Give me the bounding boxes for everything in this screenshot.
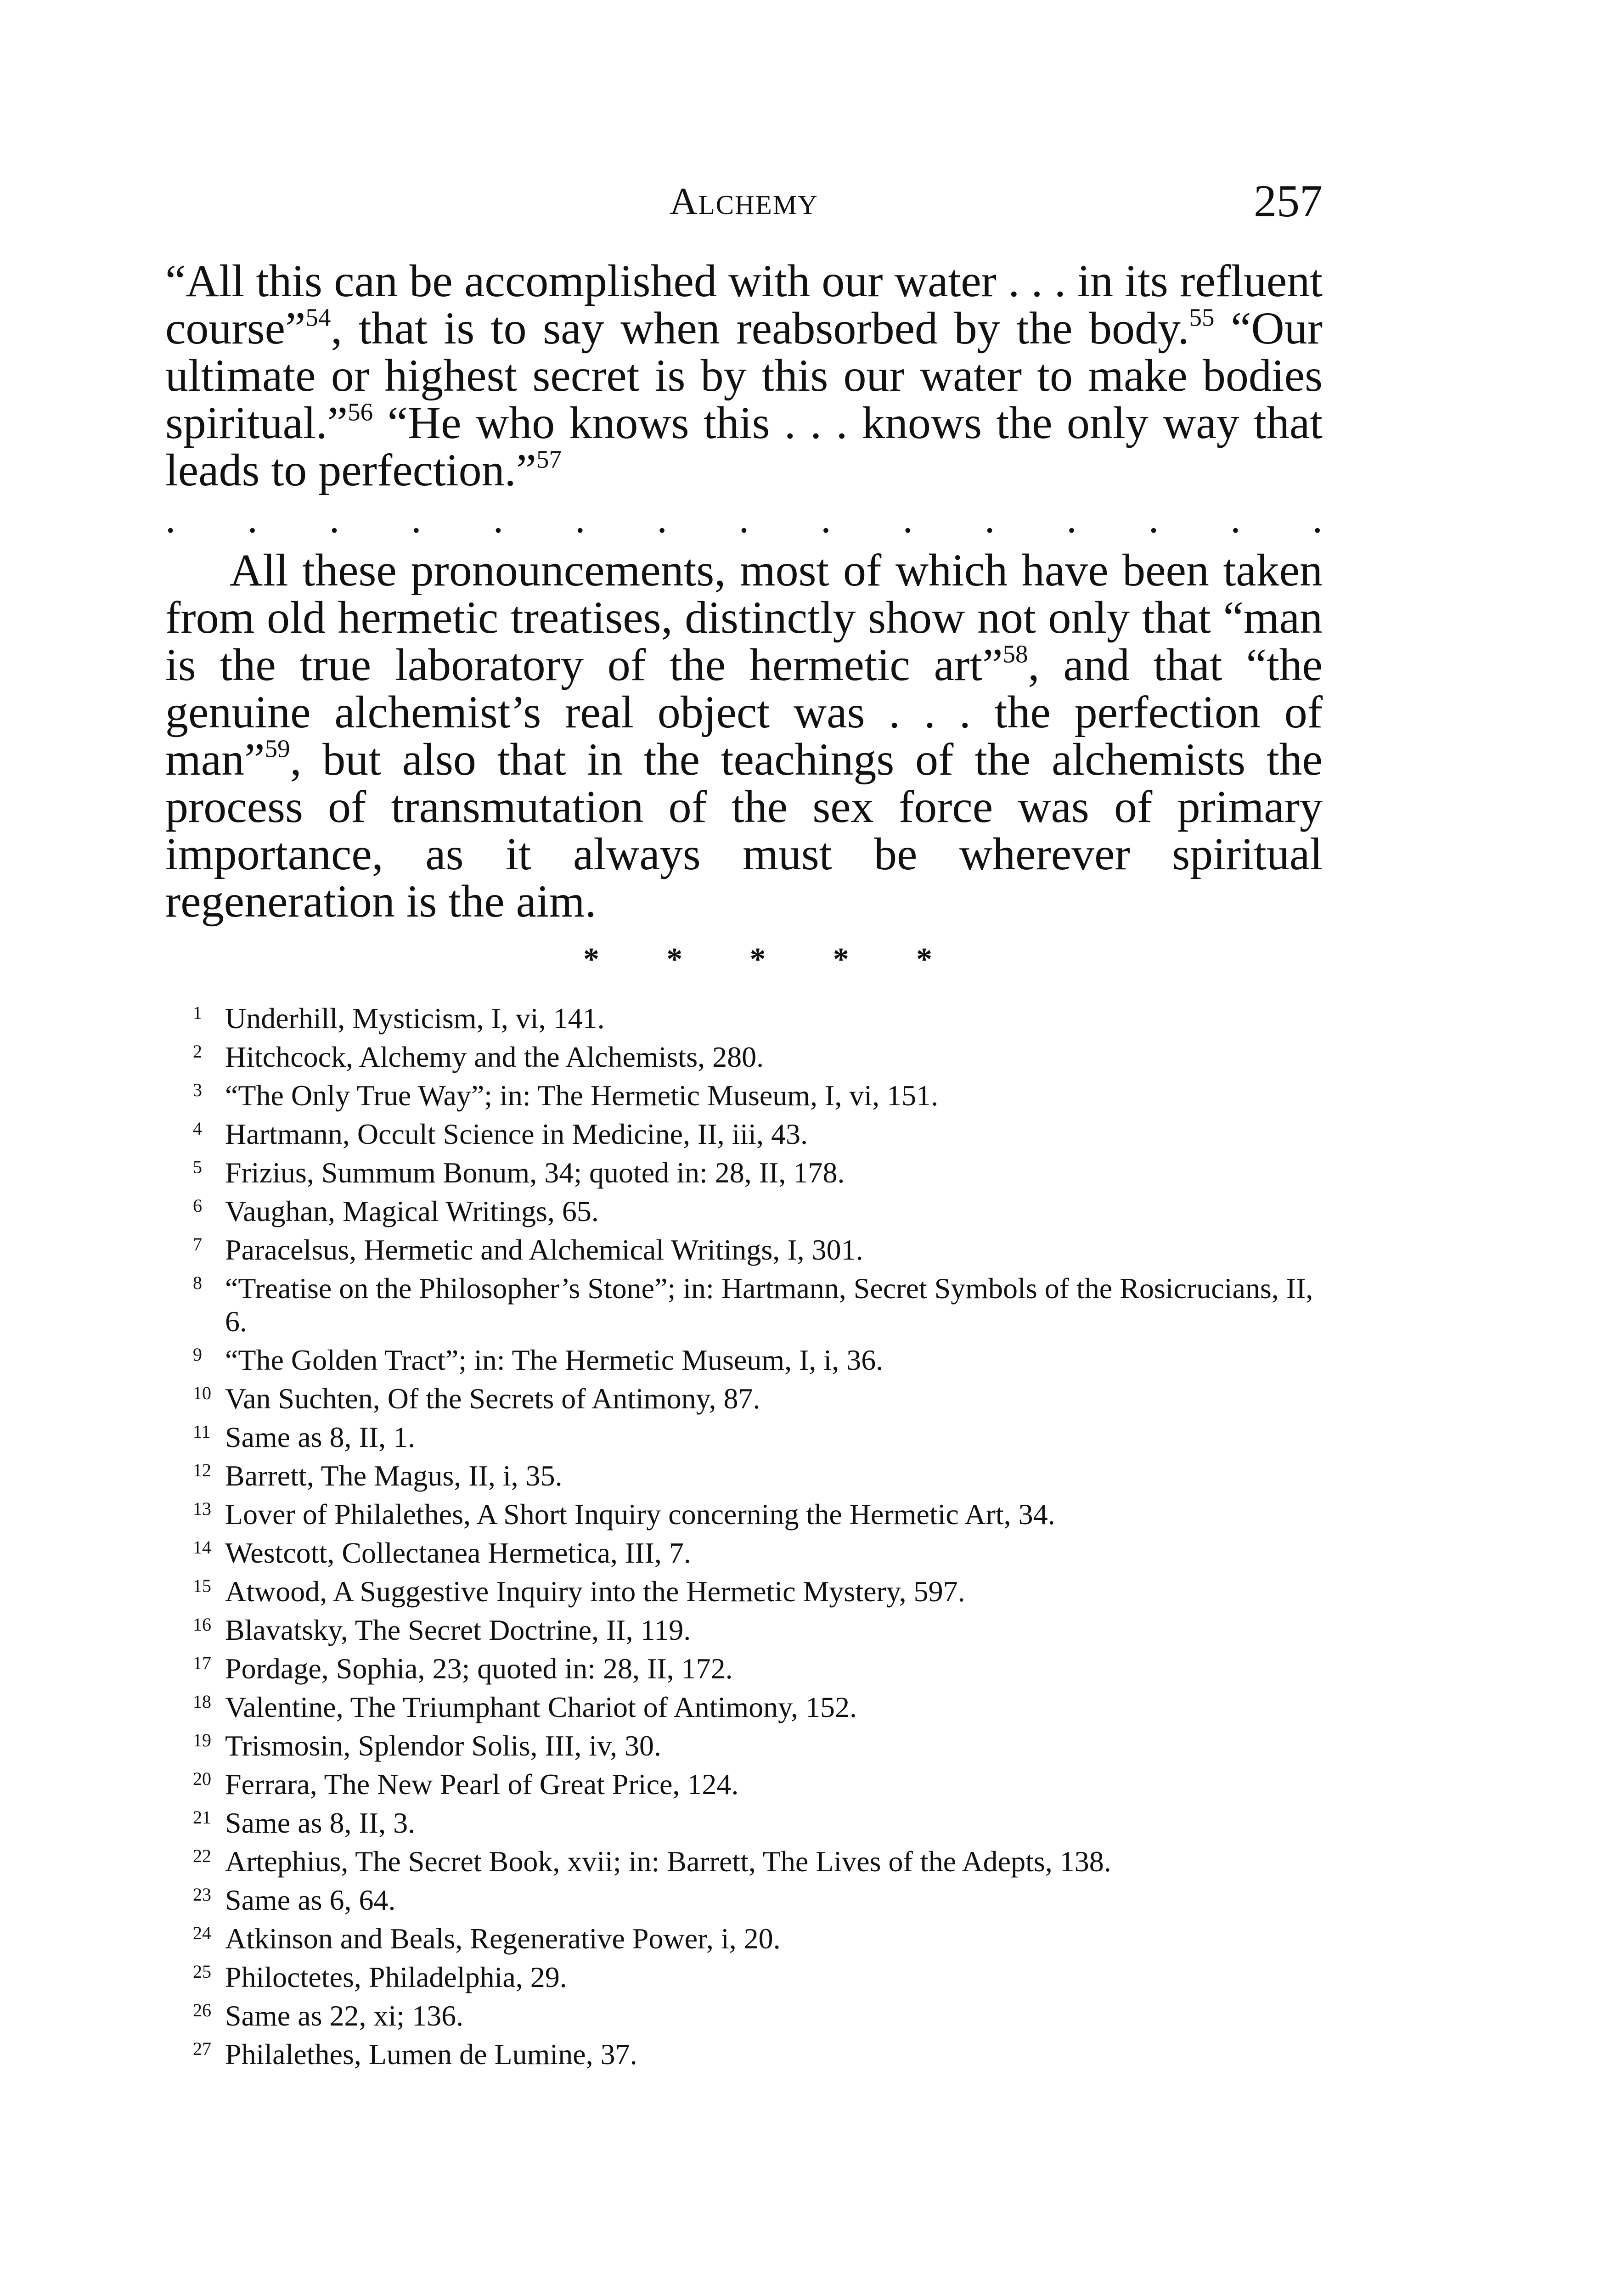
- separator-dot: .: [1066, 496, 1077, 541]
- footnote-text: Westcott, Collectanea Hermetica, III, 7.: [225, 1536, 691, 1569]
- footnote-number: 20: [193, 1768, 211, 1789]
- footnote-text: Trismosin, Splendor Solis, III, iv, 30.: [225, 1729, 662, 1762]
- footnote-text: Hartmann, Occult Science in Medicine, II, iii, 43.: [225, 1118, 808, 1150]
- footnote-ref: 59: [265, 734, 290, 763]
- footnote-text: Philalethes, Lumen de Lumine, 37.: [225, 2038, 637, 2071]
- footnote-ref: 57: [536, 445, 562, 473]
- footnote-number: 19: [193, 1730, 211, 1750]
- footnotes-list: [165, 996, 1341, 2071]
- footnote-item: [165, 1724, 1341, 1762]
- footnote-number: 11: [193, 1421, 211, 1442]
- footnote-item: [165, 1266, 1341, 1338]
- footnote-number: 3: [193, 1080, 202, 1100]
- footnote-text: Valentine, The Triumphant Chariot of Antimony, 152.: [225, 1691, 857, 1723]
- separator-dot: .: [247, 496, 258, 541]
- separator-dot: .: [1148, 496, 1159, 541]
- footnote-item: [165, 1994, 1341, 2032]
- running-head: [165, 174, 1323, 230]
- footnote-ref: 56: [348, 398, 373, 426]
- footnote-item: [165, 2032, 1341, 2071]
- footnote-number: 15: [193, 1576, 211, 1596]
- separator-dot: .: [902, 496, 913, 541]
- footnote-number: 1: [193, 1002, 202, 1023]
- footnote-ref: 54: [305, 303, 331, 332]
- separator-dot: .: [1230, 496, 1241, 541]
- separator-dot: .: [574, 496, 586, 541]
- page-number: 257: [1254, 175, 1323, 226]
- footnote-item: [165, 1151, 1341, 1189]
- footnote-text: Same as 6, 64.: [225, 1884, 396, 1916]
- asterisk: *: [833, 942, 849, 977]
- footnote-text: Frizius, Summum Bonum, 34; quoted in: 28, II, 178.: [225, 1156, 845, 1189]
- footnote-text: Blavatsky, The Secret Doctrine, II, 119.: [225, 1614, 691, 1646]
- footnote-number: 22: [193, 1846, 211, 1866]
- footnote-text: Philoctetes, Philadelphia, 29.: [225, 1961, 567, 1993]
- footnote-number: 21: [193, 1807, 211, 1828]
- footnote-text: Ferrara, The New Pearl of Great Price, 124.: [225, 1768, 739, 1801]
- footnote-item: [165, 1338, 1341, 1377]
- footnote-number: 9: [193, 1344, 202, 1365]
- asterisk: *: [666, 942, 683, 977]
- footnote-text: Atkinson and Beals, Regenerative Power, i, 20.: [225, 1922, 781, 1955]
- footnote-number: 27: [193, 2038, 211, 2059]
- footnote-number: 17: [193, 1653, 211, 1673]
- footnote-item: [165, 1074, 1341, 1112]
- footnote-text: Pordage, Sophia, 23; quoted in: 28, II, 172.: [225, 1652, 733, 1685]
- footnote-item: [165, 1531, 1341, 1570]
- footnote-item: [165, 1878, 1341, 1917]
- asterisk: *: [749, 942, 766, 977]
- text-run: , and that “the genuine alchemist’s real object was . . . the perfection of man”: [165, 639, 1323, 785]
- footnote-text: “The Golden Tract”; in: The Hermetic Museum, I, i, 36.: [225, 1344, 884, 1376]
- footnote-item: [165, 1762, 1341, 1801]
- footnote-item: [165, 1415, 1341, 1454]
- footnote-text: Same as 22, xi; 136.: [225, 1999, 464, 2032]
- separator-dot: .: [329, 496, 340, 541]
- asterisk: *: [916, 942, 932, 977]
- footnote-text: Lover of Philalethes, A Short Inquiry concerning the Hermetic Art, 34.: [225, 1498, 1055, 1531]
- footnote-number: 10: [193, 1383, 211, 1403]
- footnote-item: [165, 1955, 1341, 1994]
- text-run: , but also that in the teachings of the alchemists the process of transmutation of the sex force was of primary importance, as it always must be wherever spiritual regeneration is the aim.: [165, 734, 1323, 927]
- paragraph-1: [165, 257, 1323, 494]
- footnote-text: Hitchcock, Alchemy and the Alchemists, 280.: [225, 1041, 764, 1073]
- footnote-text: Paracelsus, Hermetic and Alchemical Writings, I, 301.: [225, 1233, 863, 1266]
- footnote-item: [165, 1228, 1341, 1266]
- text-run: “Our ultimate or highest secret is by this our water to make bodies spiritual.”: [165, 303, 1323, 448]
- text-run: , that is to say when reabsorbed by the body.: [331, 303, 1189, 354]
- text-run: “All this can be accomplished with our water . . . in its refluent course”: [165, 255, 1323, 354]
- footnote-item: [165, 996, 1341, 1035]
- footnote-text: Atwood, A Suggestive Inquiry into the Hermetic Mystery, 597.: [225, 1575, 965, 1608]
- footnote-item: [165, 1685, 1341, 1724]
- footnote-item: [165, 1035, 1341, 1074]
- footnote-item: [165, 1570, 1341, 1608]
- footnote-number: 5: [193, 1157, 202, 1177]
- footnote-item: [165, 1189, 1341, 1228]
- separator-dot: .: [1312, 496, 1323, 541]
- footnote-number: 18: [193, 1691, 211, 1712]
- footnote-number: 7: [193, 1234, 202, 1255]
- footnote-item: [165, 1840, 1341, 1878]
- asterisk: *: [583, 942, 599, 977]
- footnote-number: 8: [193, 1272, 202, 1293]
- separator-dot: .: [738, 496, 749, 541]
- footnote-text: “Treatise on the Philosopher’s Stone”; in: Hartmann, Secret Symbols of the Rosicrucians, II, 6.: [225, 1272, 1313, 1338]
- separator-dot: .: [821, 496, 831, 541]
- separator-dot: .: [493, 496, 504, 541]
- text-run: “He who knows this . . . knows the only way that leads to perfection.”: [165, 397, 1323, 495]
- text-run: All these pronouncements, most of which have been taken from old hermetic treatises, distinctly show not only that “man is the true laboratory of the hermetic art”: [165, 545, 1323, 690]
- footnote-text: Vaughan, Magical Writings, 65.: [225, 1195, 599, 1227]
- footnote-ref: 58: [1002, 640, 1028, 668]
- ellipsis-separator: [165, 496, 1323, 541]
- footnote-item: [165, 1112, 1341, 1151]
- separator-dot: .: [657, 496, 667, 541]
- footnote-text: “The Only True Way”; in: The Hermetic Museum, I, vi, 151.: [225, 1079, 939, 1112]
- footnote-number: 24: [193, 1923, 211, 1943]
- footnote-item: [165, 1647, 1341, 1685]
- footnote-item: [165, 1801, 1341, 1840]
- footnote-item: [165, 1492, 1341, 1531]
- footnote-text: Van Suchten, Of the Secrets of Antimony, 87.: [225, 1382, 760, 1415]
- footnote-number: 26: [193, 2000, 211, 2020]
- footnote-ref: 55: [1189, 303, 1215, 332]
- footnote-number: 16: [193, 1614, 211, 1635]
- footnote-text: Underhill, Mysticism, I, vi, 141.: [225, 1002, 605, 1035]
- footnote-number: 2: [193, 1041, 202, 1062]
- footnote-number: 6: [193, 1195, 202, 1216]
- footnote-number: 25: [193, 1961, 211, 1982]
- separator-dot: .: [411, 496, 422, 541]
- separator-dot: .: [165, 496, 176, 541]
- footnote-item: [165, 1608, 1341, 1647]
- footnote-item: [165, 1454, 1341, 1492]
- paragraph-2: [165, 546, 1323, 925]
- footnote-text: Same as 8, II, 3.: [225, 1806, 416, 1839]
- quotation-paragraph: [165, 257, 1323, 494]
- footnote-number: 12: [193, 1460, 211, 1480]
- footnote-number: 4: [193, 1118, 202, 1139]
- footnote-text: Same as 8, II, 1.: [225, 1421, 416, 1453]
- footnote-number: 14: [193, 1537, 211, 1558]
- footnote-number: 13: [193, 1498, 211, 1519]
- footnote-text: Artephius, The Secret Book, xvii; in: Barrett, The Lives of the Adepts, 138.: [225, 1845, 1111, 1878]
- section-break: [583, 941, 932, 978]
- running-title: Alchemy: [670, 180, 818, 223]
- footnote-number: 23: [193, 1884, 211, 1905]
- footnote-item: [165, 1377, 1341, 1415]
- footnote-text: Barrett, The Magus, II, i, 35.: [225, 1459, 563, 1492]
- footnote-item: [165, 1917, 1341, 1955]
- separator-dot: .: [984, 496, 995, 541]
